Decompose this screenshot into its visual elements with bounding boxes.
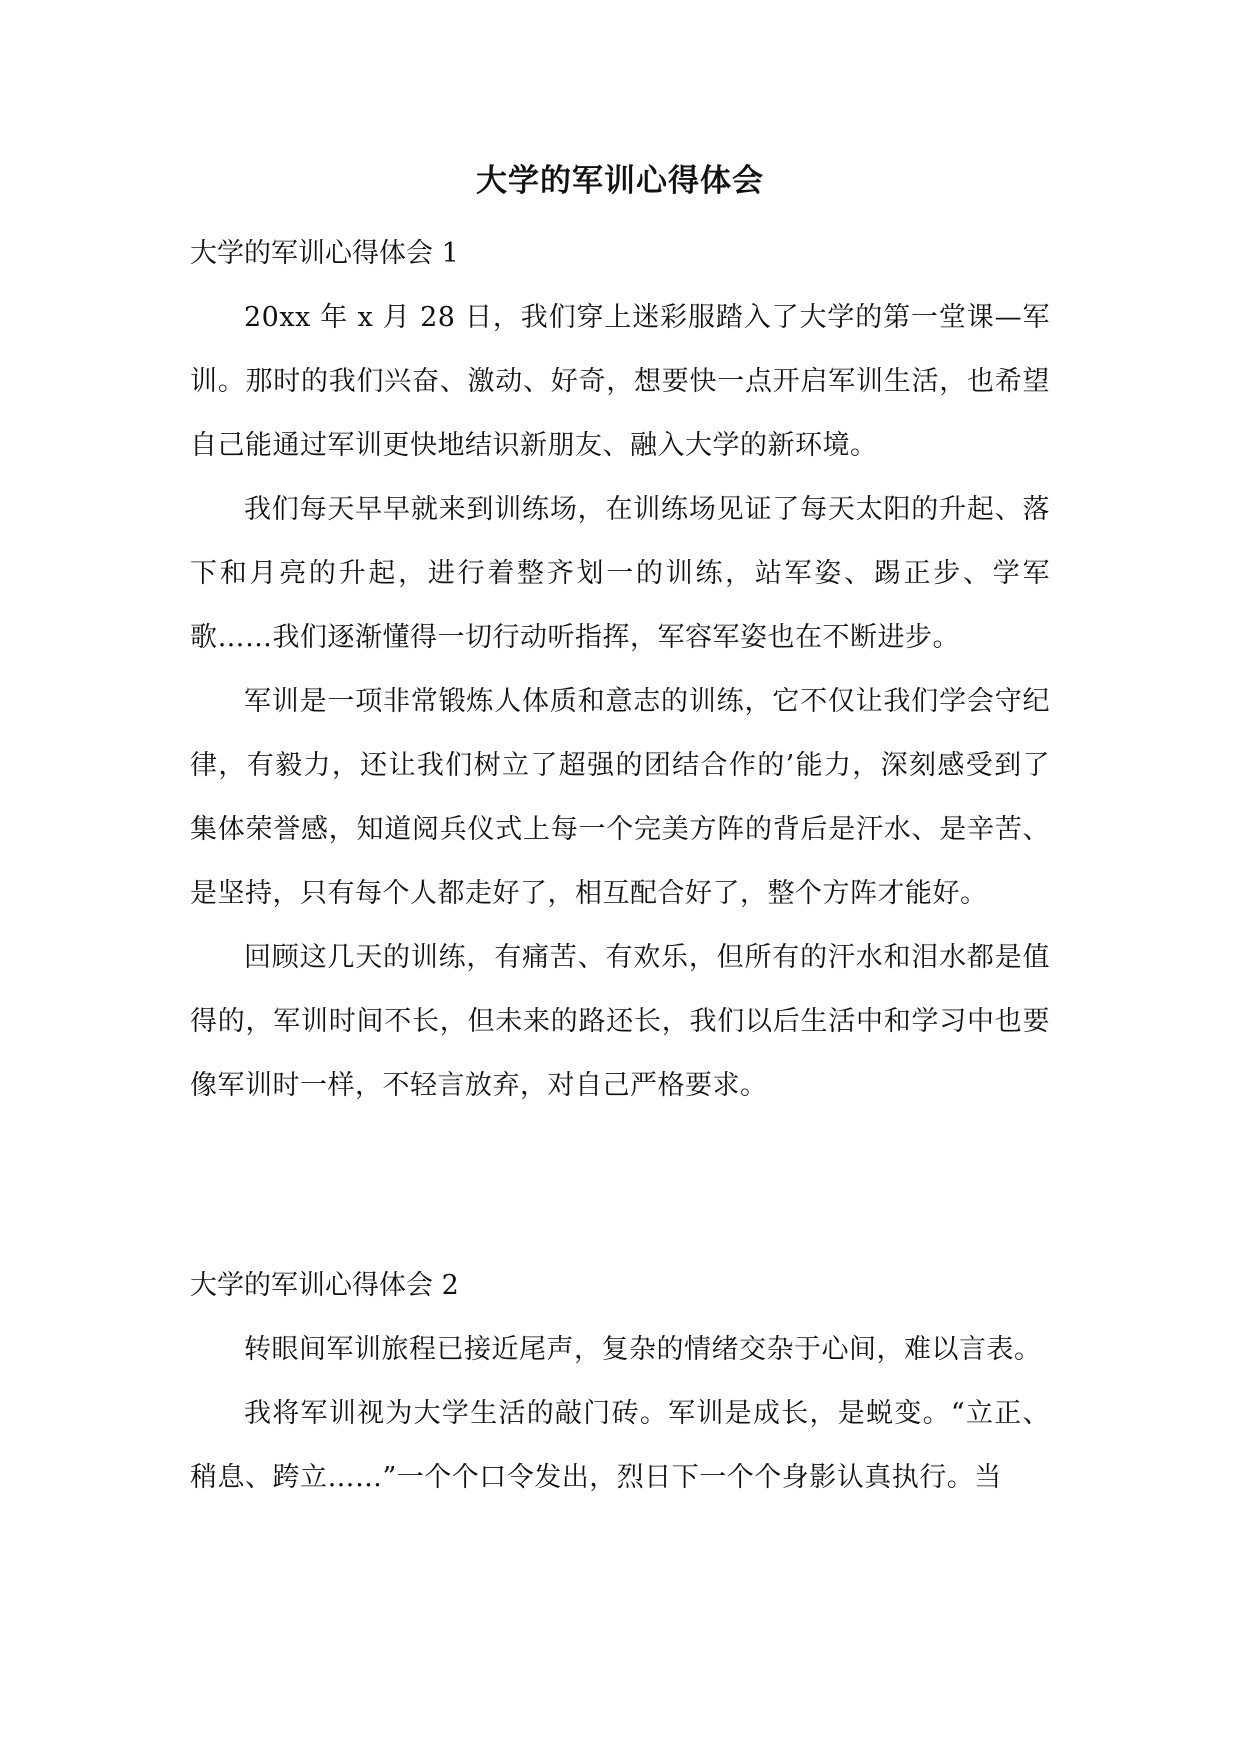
essay-section-1: [190, 222, 1050, 1118]
document-title: 大学的军训心得体会: [476, 163, 764, 199]
paragraph: 我将军训视为大学生活的敲门砖。军训是成长，是蜕变。“立正、稍息、跨立……”一个个口令发出，烈日下一个个身影认真执行。当: [190, 1398, 1050, 1493]
document-body: [190, 160, 1050, 1510]
paragraph: 军训是一项非常锻炼人体质和意志的训练，它不仅让我们学会守纪律，有毅力，还让我们树立了超强的团结合作的’能力，深刻感受到了集体荣誉感，知道阅兵仪式上每一个完美方阵的背后是汗水、是辛苦、是坚持，只有每个人都走好了，相互配合好了，整个方阵才能好。: [190, 686, 1050, 909]
section-heading: 大学的军训心得体会 2: [190, 1270, 459, 1301]
essay-section-2: [190, 1254, 1050, 1510]
paragraph: 转眼间军训旅程已接近尾声，复杂的情绪交杂于心间，难以言表。: [244, 1334, 1042, 1365]
paragraph: 我们每天早早就来到训练场，在训练场见证了每天太阳的升起、落下和月亮的升起，进行着整齐划一的训练，站军姿、踢正步、学军歌……我们逐渐懂得一切行动听指挥，军容军姿也在不断进步。: [190, 494, 1050, 653]
paragraph: 20xx 年 x 月 28 日，我们穿上迷彩服踏入了大学的第一堂课—军训。那时的我们兴奋、激动、好奇，想要快一点开启军训生活，也希望自己能通过军训更快地结识新朋友、融入大学的新环境。: [190, 302, 1050, 461]
section-heading: 大学的军训心得体会 1: [190, 238, 459, 269]
paragraph: 回顾这几天的训练，有痛苦、有欢乐，但所有的汗水和泪水都是值得的，军训时间不长，但未来的路还长，我们以后生活中和学习中也要像军训时一样，不轻言放弃，对自己严格要求。: [190, 942, 1050, 1101]
section-spacer: [190, 1118, 1050, 1254]
